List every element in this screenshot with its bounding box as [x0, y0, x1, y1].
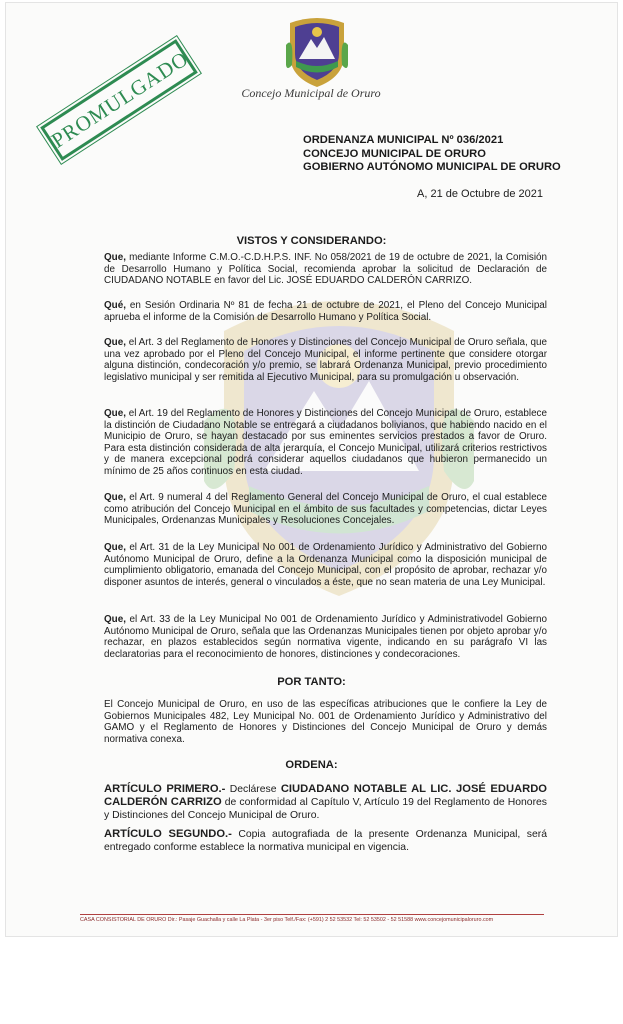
document-date: A, 21 de Octubre de 2021	[417, 188, 543, 200]
ordinance-header	[303, 134, 561, 175]
section-vistos: VISTOS Y CONSIDERANDO:	[236, 235, 387, 247]
considerando-text: mediante Informe C.M.O.-C.D.H.P.S. INF. No 058/2021 de 19 de octubre de 2021, la Comisión de Desarrollo Humano y Política Social, recomienda aprobar la solicitud de Declaración de CIUDADANO NOTABLE en favor del Lic. JOSÉ EDUARDO CALDERÓN CARRIZO.	[104, 252, 547, 286]
considerando-text: el Art. 19 del Reglamento de Honores y Distinciones del Concejo Municipal de Oruro, establece la distinción de Ciudadano Notable se entregará a ciudadanos bolivianos, que habiendo nacido en el Municipio de Oruro, se hayan destacado por sus eminentes servicios prestados a favor de Oruro. Para esta distinción considerada de alta jerarquía, el Concejo Municipal, utilizará criterios restrictivos y de manera excepcional podrá considerar aquellos ciudadanos que hubieron permanecido un mínimo de 25 años continuos en esta ciudad.	[104, 408, 547, 477]
considerando-text: el Art. 33 de la Ley Municipal No 001 de Ordenamiento Jurídico y Administrativodel Gobierno Autónomo Municipal de Oruro, señala que las Ordenanzas Municipales tienen por objeto aprobar y/o rechazar, en plazos establecidos según normativa vigente, indicando en su parágrafo VI las declaratorias para el reconocimiento de honores, distinciones y condecoraciones.	[104, 614, 547, 660]
council-title: CONCEJO MUNICIPAL DE ORURO	[303, 147, 486, 160]
promulgado-stamp: PROMULGADO	[40, 39, 198, 161]
article-segundo	[104, 828, 547, 854]
considerando-3	[104, 337, 547, 383]
considerando-4	[104, 408, 547, 477]
section-por-tanto: POR TANTO:	[277, 676, 346, 688]
considerando-lead: Que,	[104, 614, 126, 625]
government-title: GOBIERNO AUTÓNOMO MUNICIPAL DE ORURO	[303, 161, 561, 173]
article-text-post: de conformidad al Capítulo V, Artículo 19 del Reglamento de Honores y Distinciones del Concejo Municipal de Oruro.	[104, 797, 547, 821]
council-name-logotype: Concejo Municipal de Oruro	[241, 86, 381, 100]
considerando-lead: Que,	[104, 492, 126, 503]
coat-of-arms-logo	[284, 15, 350, 89]
considerando-lead: Que,	[104, 408, 126, 419]
article-text: Copia autografiada de la presente Ordenanza Municipal, será entregado conforme establece la normativa municipal en vigencia.	[104, 829, 548, 853]
considerando-text: el Art. 3 del Reglamento de Honores y Distinciones del Concejo Municipal de Oruro señala, que una vez aprobado por el Pleno del Concejo Municipal, el informe pertinente que considere otorgar alguna distinción, condecoración y/o premio, se labrará Ordenanza Municipal, previo procedimiento legislativo municipal y ser remitida al Ejecutivo Municipal, para su promulgación u observación.	[104, 337, 547, 383]
considerando-2	[104, 300, 547, 323]
ordinance-number: ORDENANZA MUNICIPAL Nº 036/2021	[303, 134, 504, 146]
footer-divider	[80, 914, 544, 915]
article-text-pre: Declárese	[225, 784, 281, 795]
considerando-text: el Art. 9 numeral 4 del Reglamento General del Concejo Municipal de Oruro, el cual establece como atribución del Concejo Municipal en el ámbito de sus facultades y competencias, dictar Leyes Municipales, Ordenanzas Municipales y Resoluciones Concejales.	[104, 492, 547, 526]
section-ordena: ORDENA:	[285, 759, 338, 771]
considerando-text: en Sesión Ordinaria Nº 81 de fecha 21 de octubre de 2021, el Pleno del Concejo Municipal aprueba el informe de la Comisión de Desarrollo Humano y Política Social.	[104, 300, 547, 323]
article-lead: ARTÍCULO PRIMERO.-	[104, 783, 226, 795]
article-lead: ARTÍCULO SEGUNDO.-	[104, 828, 232, 840]
article-bold-text: CIUDADANO NOTABLE AL LIC. JOSÉ EDUARDO CALDERÓN CARRIZO	[104, 783, 547, 808]
article-primero	[104, 783, 547, 822]
considerando-lead: Qué,	[104, 300, 126, 311]
footer-address: CASA CONSISTORIAL DE ORURO Dir.: Pasaje Guachalla y calle La Plata - 3er piso Telf./Fax: (+591) 2 52 53532 Tel: 52 53502 - 52 51588 www.concejomunicipaloruro.com	[80, 917, 494, 923]
considerando-5	[104, 492, 547, 527]
considerando-6	[104, 542, 547, 588]
considerando-1	[104, 252, 547, 287]
considerando-lead: Que,	[104, 252, 126, 263]
considerando-lead: Que,	[104, 542, 126, 553]
considerando-7	[104, 614, 547, 660]
por-tanto-text: El Concejo Municipal de Oruro, en uso de las específicas atribuciones que le confiere la Ley de Gobiernos Municipales 482, Ley Municipal No. 001 de Ordenamiento Jurídico y Administrativo del GAMO y el Reglamento de Honores y Distinciones del Concejo Municipal de Oruro y demás normativa conexa.	[104, 699, 547, 745]
considerando-lead: Que,	[104, 337, 126, 348]
considerando-text: el Art. 31 de la Ley Municipal No 001 de Ordenamiento Jurídico y Administrativo del Gobierno Autónomo Municipal de Oruro, define a la Ordenanza Municipal como la disposición municipal de cumplimiento obligatorio, emanada del Concejo Municipal, con el propósito de aprobar, rechazar y/o disponer asuntos de interés, general o vinculados a éste, que no sean materia de una Ley Municipal.	[104, 542, 547, 588]
